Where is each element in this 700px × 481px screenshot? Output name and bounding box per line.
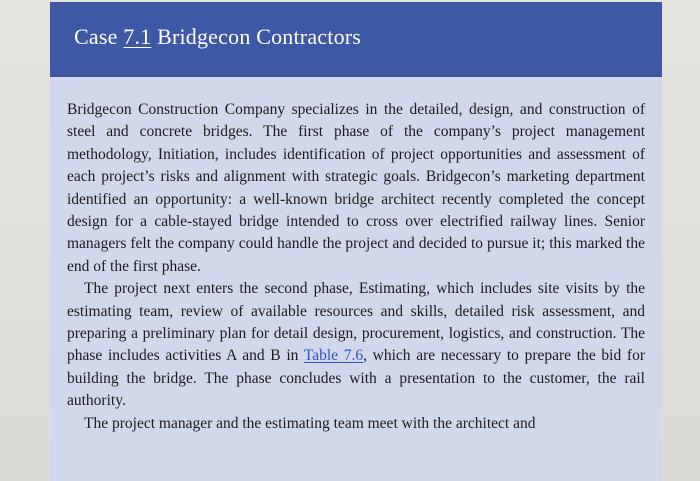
case-content-box bbox=[50, 77, 662, 481]
case-title-name: Bridgecon Contractors bbox=[151, 24, 362, 49]
case-title bbox=[74, 24, 361, 50]
paragraph-3: The project manager and the estimating team meet with the architect and bbox=[84, 414, 536, 432]
case-body-text bbox=[67, 99, 645, 435]
paragraph-2 bbox=[67, 278, 645, 412]
case-number: 7.1 bbox=[123, 24, 152, 49]
case-header bbox=[50, 2, 662, 77]
paragraph-2-text-b: , which are necessary to prepare the bid for building the bridge. The phase concludes with a presentation to the customer, the rail authority. bbox=[67, 347, 645, 410]
paragraph-1: Bridgecon Construction Company specializes in the detailed, design, and construction of steel and concrete bridges. The first phase of the company’s project management methodology, Initiation, includes identification of project opportunities and assessment of each project’s risks and alignment with strategic goals. Bridgecon’s marketing department identified an opportunity: a well-known bridge architect recently completed the concept design for a cable-stayed bridge intended to cross over electrified railway lines. Senior managers felt the company could handle the project and decided to pursue it; this marked the end of the first phase. bbox=[67, 101, 645, 275]
case-title-prefix: Case bbox=[74, 24, 124, 49]
paragraph-2-text-a: The project next enters the second phase, Estimating, which includes site visits by the estimating team, review of available resources and skills, detailed risk assessment, and preparing a preliminary plan for detail design, procurement, logistics, and construction. The phase includes activities A and B in bbox=[67, 280, 645, 365]
table-7-6-link[interactable]: Table 7.6 bbox=[303, 347, 364, 365]
